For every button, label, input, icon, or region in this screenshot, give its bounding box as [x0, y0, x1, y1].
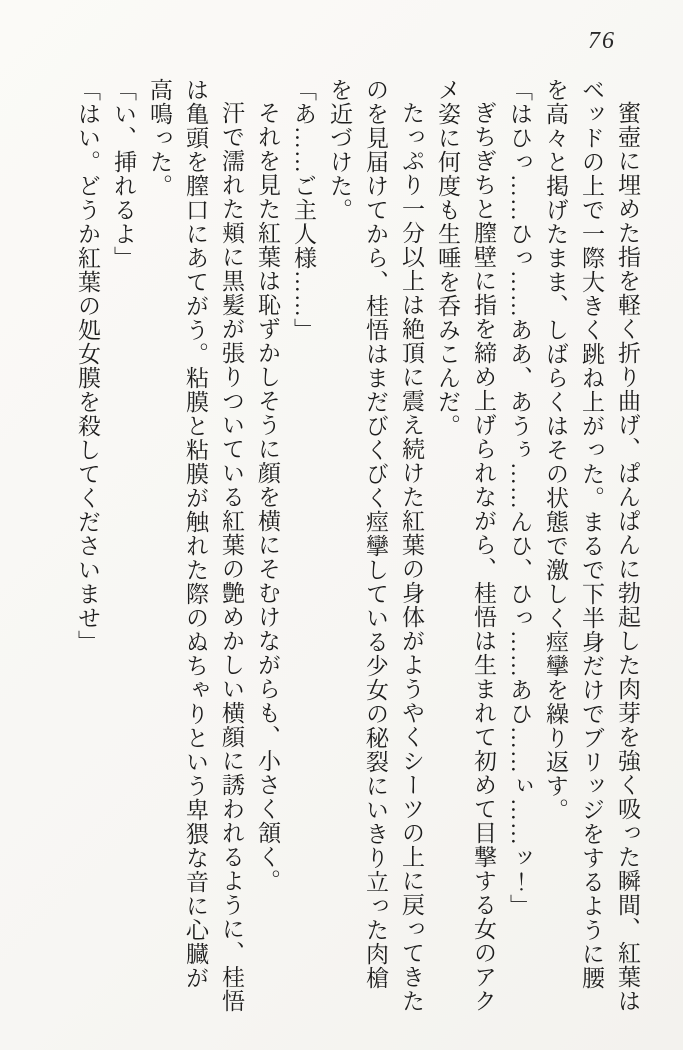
narrative-paragraph: 蜜壺に埋めた指を軽く折り曲げ、ぱんぱんに勃起した肉芽を強く吸った瞬間、紅葉はベッドの上で一際大きく跳ね上がった。まるで下半身だけでブリッジをするように腰を高々と掲げたまま、しばらくはその状態で激しく痙攣を繰り返す。: [543, 78, 640, 1013]
vertical-text-block: [37, 78, 645, 1013]
dialogue-paragraph: 「あ……ご主人様……」: [291, 78, 316, 342]
narrative-paragraph: それを見た紅葉は恥ずかしそうに顔を横にそむけながらも、小さく頷く。: [255, 101, 280, 893]
narrative-paragraph: 汗で濡れた頬に黒髪が張りついている紅葉の艶めかしい横顔に誘われるように、桂悟は亀頭を膣口にあてがう。粘膜と粘膜が触れた際のぬちゃりという卑猥な音に心臓が高鳴った。: [147, 78, 244, 1013]
narrative-paragraph: ぎちぎちと膣壁に指を締め上げられながら、桂悟は生まれて初めて目撃する女のアクメ姿に何度も生唾を呑みこんだ。: [435, 78, 496, 1013]
dialogue-paragraph: 「はい。どうか紅葉の処女膜を殺してくださいませ」: [75, 78, 100, 654]
dialogue-paragraph: 「はひっ……ひっ……ああ、あうぅ……んひ、ひっ……あひ……ぃ……ッ！」: [507, 78, 532, 918]
narrative-paragraph: たっぷり一分以上は絶頂に震え続けた紅葉の身体がようやくシーツの上に戻ってきたのを見届けてから、桂悟はまだびくびく痙攣している少女の秘裂にいきり立った肉槍を近づけた。: [327, 78, 424, 1013]
dialogue-paragraph: 「い、挿れるよ」: [111, 78, 136, 270]
page-number: 76: [588, 28, 616, 54]
